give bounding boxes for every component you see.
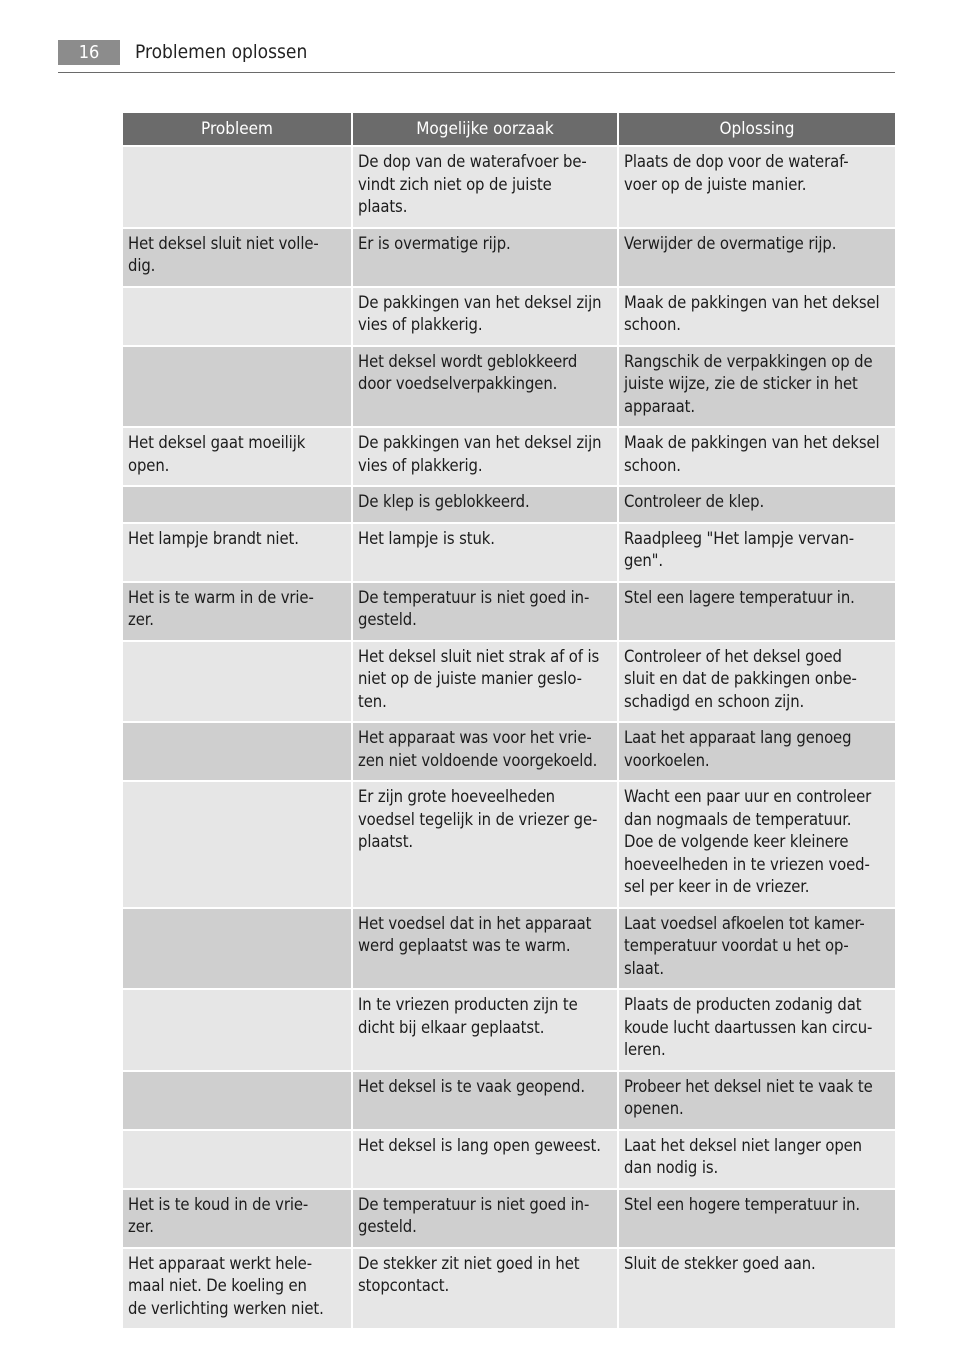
page-number: 16 [58,40,120,65]
table-body [123,147,895,1328]
troubleshooting-table [121,111,897,1330]
cell-cause: Het apparaat was voor het vrie- zen niet voldoende voorgekoeld. [353,723,617,780]
cell-cause: Het deksel sluit niet strak af of is niet op de juiste manier geslo- ten. [353,642,617,722]
cell-solution: Controleer of het deksel goed sluit en dat de pakkingen onbe- schadigd en schoon zijn. [619,642,895,722]
cell-solution: Wacht een paar uur en controleer dan nogmaals de temperatuur. Doe de volgende keer kleinere hoeveelheden in te vriezen voed- sel per keer in de vriezer. [619,782,895,907]
cell-problem [123,1131,351,1188]
cell-problem [123,347,351,427]
cell-problem: Het lampje brandt niet. [123,524,351,581]
cell-cause: De temperatuur is niet goed in- gesteld. [353,1190,617,1247]
table-row [123,1190,895,1247]
cell-solution: Maak de pakkingen van het deksel schoon. [619,288,895,345]
cell-cause: Er is overmatige rijp. [353,229,617,286]
cell-problem: Het deksel sluit niet volle- dig. [123,229,351,286]
table-header-row [123,113,895,145]
table-row [123,229,895,286]
cell-cause: De klep is geblokkeerd. [353,487,617,522]
cell-problem [123,909,351,989]
cell-solution: Rangschik de verpakkingen op de juiste wijze, zie de sticker in het apparaat. [619,347,895,427]
cell-cause: De pakkingen van het deksel zijn vies of plakkerig. [353,288,617,345]
cell-cause: Het lampje is stuk. [353,524,617,581]
cell-problem [123,487,351,522]
table-row [123,487,895,522]
cell-problem [123,288,351,345]
table-row [123,1072,895,1129]
table-row [123,288,895,345]
cell-solution: Maak de pakkingen van het deksel schoon. [619,428,895,485]
cell-problem [123,642,351,722]
cell-solution: Stel een hogere temperatuur in. [619,1190,895,1247]
cell-cause: In te vriezen producten zijn te dicht bij elkaar geplaatst. [353,990,617,1070]
column-header-solution: Oplossing [619,113,895,145]
cell-solution: Laat het apparaat lang genoeg voorkoelen. [619,723,895,780]
table-row [123,909,895,989]
cell-cause: De dop van de waterafvoer be- vindt zich niet op de juiste plaats. [353,147,617,227]
table-row [123,428,895,485]
column-header-cause: Mogelijke oorzaak [353,113,617,145]
cell-problem: Het is te koud in de vrie- zer. [123,1190,351,1247]
cell-problem: Het is te warm in de vrie- zer. [123,583,351,640]
cell-solution: Plaats de producten zodanig dat koude lucht daartussen kan circu- leren. [619,990,895,1070]
cell-cause: De stekker zit niet goed in het stopcontact. [353,1249,617,1329]
cell-cause: Het voedsel dat in het apparaat werd geplaatst was te warm. [353,909,617,989]
table-row [123,583,895,640]
cell-problem [123,782,351,907]
page-header [58,40,895,73]
table-row [123,147,895,227]
cell-cause: De pakkingen van het deksel zijn vies of plakkerig. [353,428,617,485]
cell-solution: Controleer de klep. [619,487,895,522]
cell-solution: Probeer het deksel niet te vaak te openen. [619,1072,895,1129]
cell-solution: Plaats de dop voor de wateraf- voer op de juiste manier. [619,147,895,227]
table-row [123,1131,895,1188]
cell-problem [123,147,351,227]
cell-problem [123,723,351,780]
cell-problem: Het deksel gaat moeilijk open. [123,428,351,485]
cell-cause: Het deksel is lang open geweest. [353,1131,617,1188]
cell-cause: Het deksel wordt geblokkeerd door voedselverpakkingen. [353,347,617,427]
section-title: Problemen oplossen [135,41,308,63]
table-row [123,642,895,722]
cell-problem: Het apparaat werkt hele- maal niet. De koeling en de verlichting werken niet. [123,1249,351,1329]
cell-cause: Er zijn grote hoeveelheden voedsel tegelijk in de vriezer ge- plaatst. [353,782,617,907]
cell-solution: Laat voedsel afkoelen tot kamer- temperatuur voordat u het op- slaat. [619,909,895,989]
table-row [123,723,895,780]
table-row [123,782,895,907]
column-header-problem: Probleem [123,113,351,145]
cell-problem [123,990,351,1070]
cell-problem [123,1072,351,1129]
table-row [123,1249,895,1329]
cell-cause: Het deksel is te vaak geopend. [353,1072,617,1129]
cell-solution: Verwijder de overmatige rijp. [619,229,895,286]
cell-solution: Stel een lagere temperatuur in. [619,583,895,640]
cell-solution: Raadpleeg "Het lampje vervan- gen". [619,524,895,581]
cell-solution: Laat het deksel niet langer open dan nodig is. [619,1131,895,1188]
cell-cause: De temperatuur is niet goed in- gesteld. [353,583,617,640]
table-row [123,524,895,581]
table-row [123,990,895,1070]
cell-solution: Sluit de stekker goed aan. [619,1249,895,1329]
table-row [123,347,895,427]
